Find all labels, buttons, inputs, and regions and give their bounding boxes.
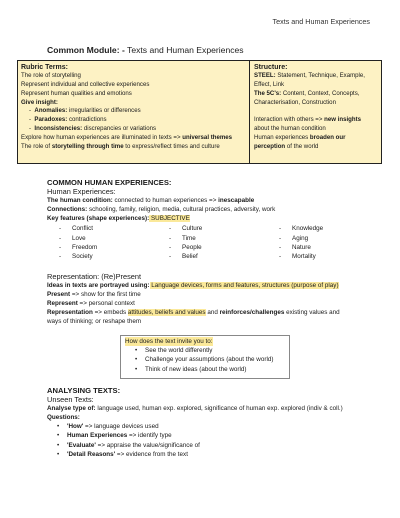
list-item: - Love [59, 234, 169, 243]
list-item: - People [169, 243, 279, 252]
representation-line-2: ways of thinking; or reshape them [47, 318, 142, 326]
representation-section [47, 272, 387, 327]
list-item: - Mortality [279, 252, 389, 261]
structure-column [250, 61, 381, 163]
title-bold: Common Module: - [47, 45, 125, 55]
subheading: Human Experiences: [47, 187, 116, 197]
features-list [47, 224, 387, 260]
key-features-line: Key features (shape experiences): SUBJECTIVE [47, 215, 190, 223]
rubric-line: Represent individual and collective experiences [21, 80, 150, 88]
represent-line: Represent => personal context [47, 300, 135, 308]
questions-label: Questions: [47, 414, 80, 422]
list-item: - Society [59, 252, 169, 261]
analyse-type-line: Analyse type of: language used, human exp. explored, significance of human exp. explored (indiv & coll.) [47, 405, 343, 413]
list-item: • Challenge your assumptions (about the world) [145, 355, 285, 364]
ideas-line: Ideas in texts are portrayed using: Language devices, forms and features, structures (purpose of play) [47, 282, 339, 290]
structure-heading: Structure: [254, 64, 288, 71]
structure-line: Interaction with others => new insights [254, 116, 362, 124]
rubric-insight-inconsistencies: - Inconsistencies: discrepancies or variations [29, 125, 157, 133]
rubric-line: The role of storytelling through time to express/reflect times and culture [21, 142, 220, 150]
invitation-list [125, 346, 285, 374]
structure-line: Effect, Link [254, 80, 285, 88]
list-item: - Aging [279, 234, 389, 243]
rubric-line: Explore how human experiences are illuminated in texts => universal themes [21, 133, 233, 141]
structure-line: STEEL: Statement, Technique, Example, [254, 72, 365, 79]
structure-line: perception of the world [254, 142, 319, 150]
list-item: - Knowledge [279, 224, 389, 233]
structure-line: Human experiences broaden our [254, 133, 346, 141]
human-condition-line: The human condition: connected to human experiences => inescapable [47, 197, 255, 205]
list-item: - Nature [279, 243, 389, 252]
title-rest: Texts and Human Experiences [124, 45, 244, 55]
page-title [47, 45, 244, 55]
subheading: Unseen Texts: [47, 395, 94, 405]
list-item: • Human Experiences => identify type [67, 431, 387, 440]
list-item: • 'How' => language devices used [67, 422, 387, 431]
spacer [254, 107, 377, 116]
analysing-section [47, 386, 387, 459]
section-heading: ANALYSING TEXTS: [47, 386, 121, 395]
structure-line: The 5C's: Content, Context, Concepts, [254, 89, 360, 97]
rubric-insight-anomalies: - Anomalies: irregularities or differences [29, 107, 141, 115]
invitation-title: How does the text invite you to: [125, 338, 213, 345]
present-line: Present => show for the first time [47, 291, 141, 299]
common-experiences-section [47, 178, 387, 261]
questions-list [47, 422, 387, 458]
invitation-box [120, 335, 290, 379]
list-item: • See the world differently [145, 346, 285, 355]
list-item: • Think of new ideas (about the world) [145, 365, 285, 374]
structure-line: about the human condition [254, 125, 326, 133]
rubric-table [17, 60, 382, 164]
structure-line: Characterisation, Construction [254, 98, 336, 106]
list-item: - Freedom [59, 243, 169, 252]
list-item: • 'Evaluate' => appraise the value/significance of [67, 441, 387, 450]
subheading: Representation: (Re)Present [47, 272, 142, 281]
section-heading: COMMON HUMAN EXPERIENCES: [47, 178, 172, 187]
rubric-terms-heading: Rubric Terms: [21, 64, 68, 71]
running-header: Texts and Human Experiences [272, 17, 370, 26]
rubric-line: Represent human qualities and emotions [21, 89, 132, 97]
rubric-line: Give insight: [21, 98, 58, 106]
list-item: - Culture [169, 224, 279, 233]
list-item: • 'Detail Reasons' => evidence from the text [67, 450, 387, 459]
representation-line: Representation => embeds attitudes, beliefs and values and reinforces/challenges existing values and [47, 309, 340, 317]
list-item: - Conflict [59, 224, 169, 233]
list-item: - Belief [169, 252, 279, 261]
list-item: - Time [169, 234, 279, 243]
connections-line: Connections: schooling, family, religion, media, cultural practices, adversity, work [47, 206, 276, 214]
rubric-insight-paradoxes: - Paradoxes: contradictions [29, 116, 107, 124]
rubric-terms-column [18, 61, 250, 163]
rubric-line: The role of storytelling [21, 72, 81, 79]
